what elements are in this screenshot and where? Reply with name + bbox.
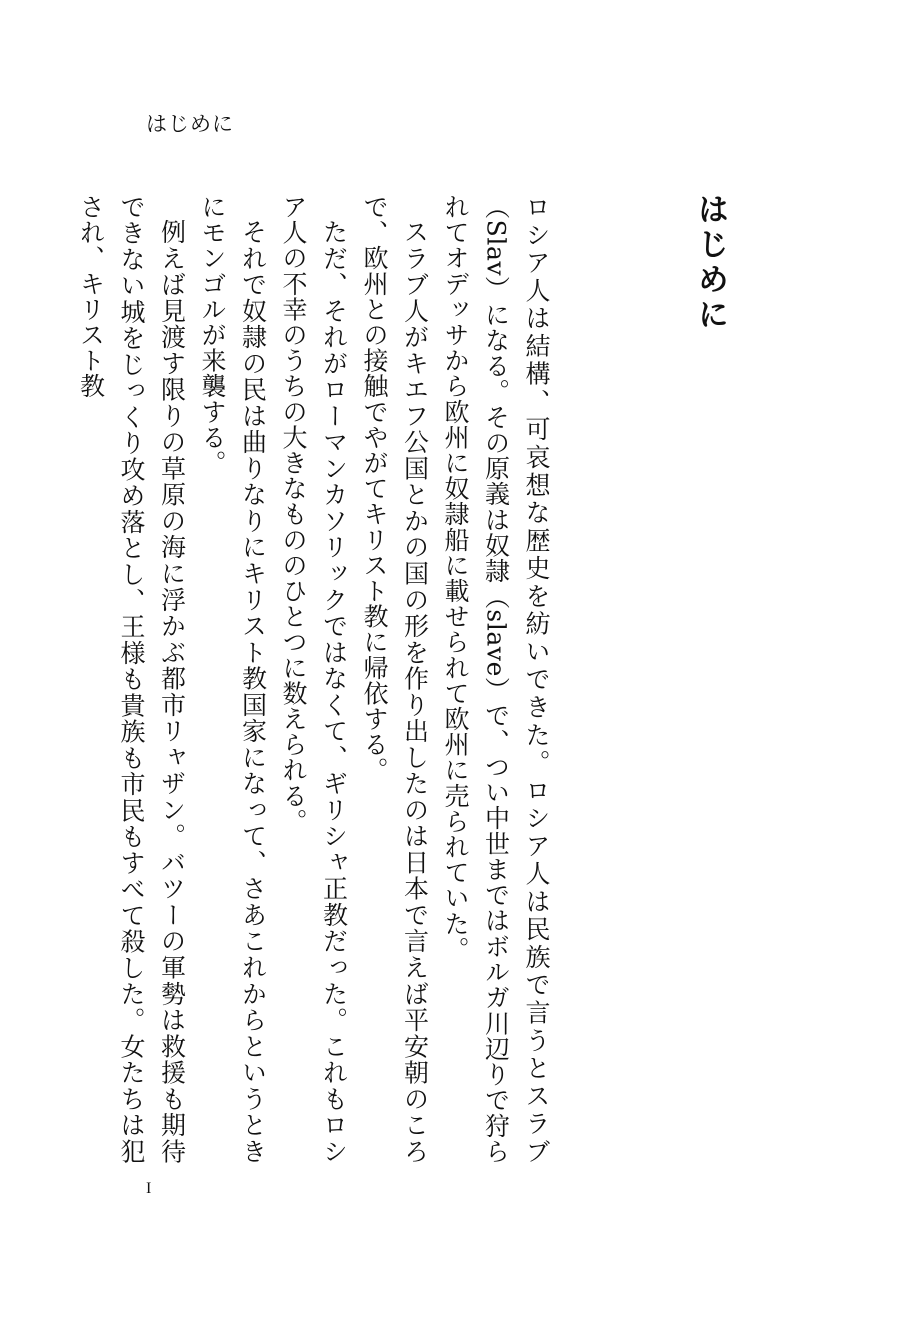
running-head: はじめに bbox=[146, 112, 234, 136]
paragraph: ロシア人は結構、可哀想な歴史を紡いできた。ロシア人は民族で言うとスラブ（Slav）になる。その原義は奴隷（slave）で、つい中世まではボルガ川辺りで狩られてオデッサから欧州に奴隷船に載せられて欧州に売られていた。 bbox=[441, 194, 551, 1164]
body-text bbox=[70, 194, 556, 1164]
paragraph: スラブ人がキエフ公国とかの国の形を作り出したのは日本で言えば平安朝のころで、欧州との接触でやがてキリスト教に帰依する。 bbox=[360, 194, 430, 1164]
chapter-title: はじめに bbox=[692, 193, 728, 333]
paragraph: ただ、それがローマンカソリックではなくて、ギリシャ正教だった。これもロシア人の不幸のうちの大きなもののひとつに数えられる。 bbox=[279, 194, 349, 1164]
paragraph: 例えば見渡す限りの草原の海に浮かぶ都市リャザン。バツーの軍勢は救援も期待できない城をじっくり攻め落とし、王様も貴族も市民もすべて殺した。女たちは犯され、キリスト教 bbox=[76, 194, 187, 1164]
page-number: I bbox=[146, 1180, 152, 1197]
paragraph: それで奴隷の民は曲りなりにキリスト教国家になって、さあこれからというときにモンゴルが来襲する。 bbox=[198, 194, 268, 1164]
